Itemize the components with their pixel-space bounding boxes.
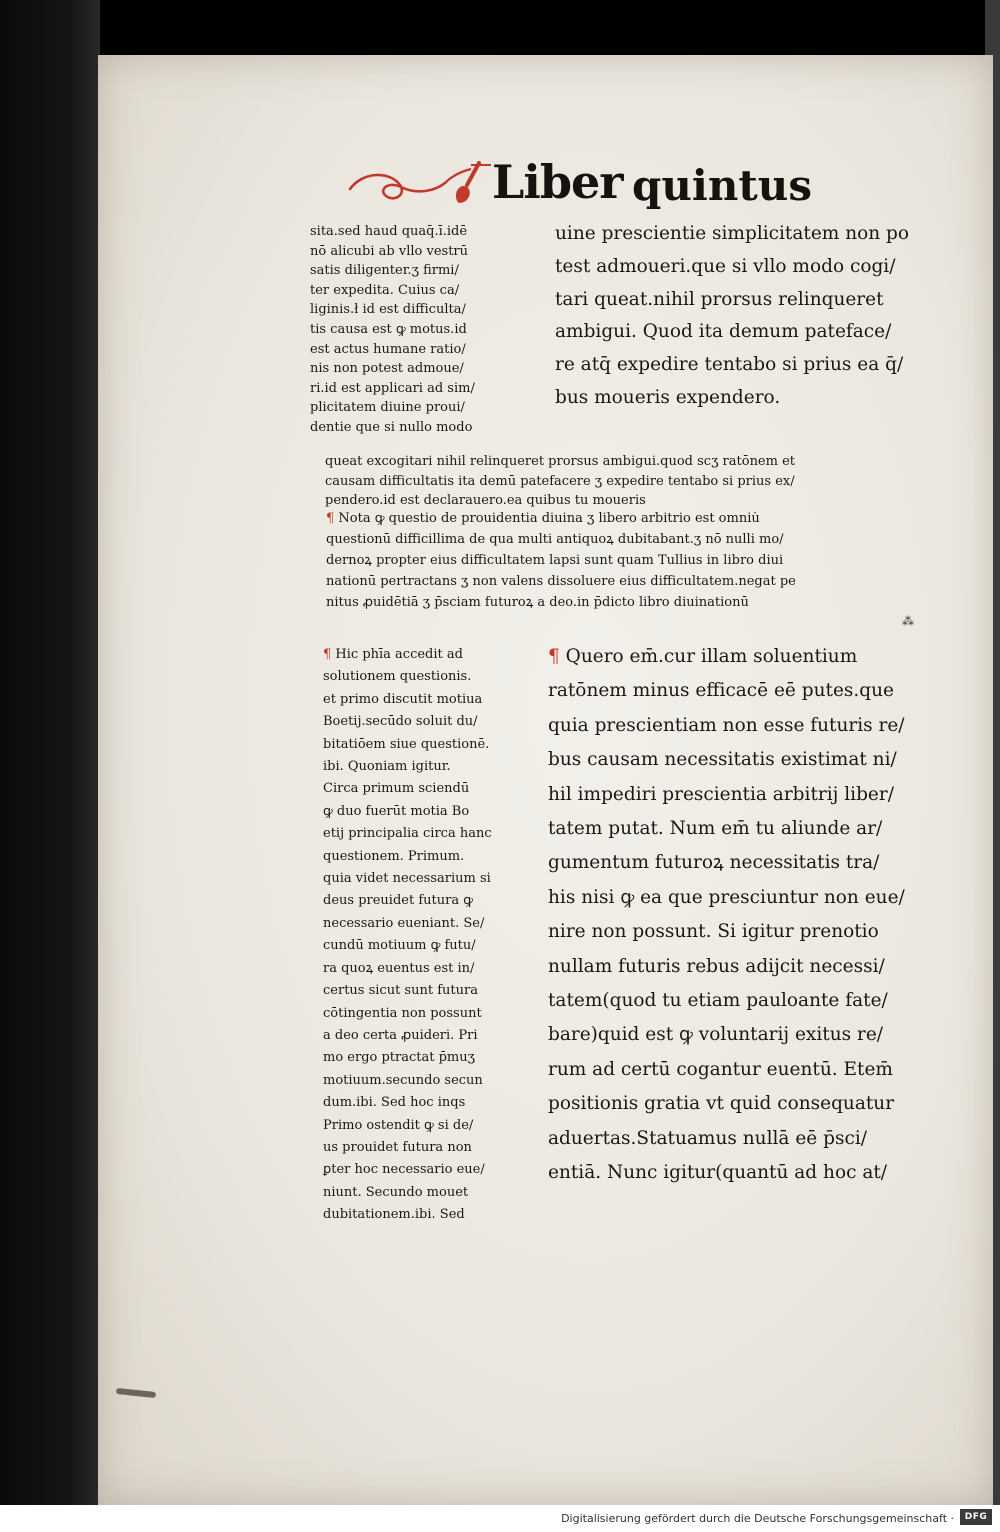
text-line: a deo certa ꝓuideri. Pri: [323, 1027, 478, 1043]
text-line: Circa primum sciendū: [323, 781, 470, 797]
text-line: cundū motiuum ꝙ futu/: [323, 938, 476, 954]
text-line: motiuum.secundo secun: [323, 1072, 483, 1088]
text-line: tatem putat. Num em̄ tu aliunde ar/: [548, 818, 883, 840]
text-line: et primo discutit motiua: [323, 691, 483, 707]
text-line: entiā. Nunc igitur(quantū ad hoc at/: [548, 1162, 888, 1184]
text-line: dentie que si nullo modo: [310, 419, 473, 435]
dfg-logo-icon: DFG: [960, 1509, 992, 1525]
text-line: causam difficultatis ita demū patefacere ʒ expedire tentabo si prius ex/: [325, 473, 795, 489]
text-line: uine prescientie simplicitatem non po: [555, 223, 910, 244]
text-line: plicitatem diuine proui/: [310, 400, 465, 416]
text-line: certus sicut sunt futura: [323, 983, 478, 999]
text-line: dubitationem.ibi. Sed: [323, 1207, 465, 1223]
text-line: questionū difficillima de qua multi antiquoꝝ dubitabant.ʒ nō nulli mo/: [326, 532, 784, 547]
text-line: queat excogitari nihil relinqueret prorsus ambigui.quod scʒ ratōnem et: [325, 454, 796, 469]
text-line: bus moueris expendero.: [555, 386, 781, 408]
pilcrow-icon: ¶: [323, 647, 332, 662]
text-line: nō alicubi ab vllo vestrū: [310, 243, 469, 259]
text-line: Primo ostendit ꝙ si de/: [323, 1117, 474, 1133]
text-line: hil impediri prescientia arbitrij liber/: [548, 783, 894, 805]
commentary-note: [326, 508, 932, 613]
text-line: tari queat.nihil prorsus relinqueret: [555, 288, 884, 310]
text-line: gumentum futuroꝝ necessitatis tra/: [548, 852, 880, 874]
text-line: sita.sed haud quaq̄.ī.idē: [310, 224, 468, 239]
page-header: [345, 155, 845, 215]
text-line: ꝑter hoc necessario eue/: [323, 1162, 485, 1178]
text-line: nire non possunt. Si igitur prenotio: [548, 921, 879, 943]
text-line: positionis gratia vt quid consequatur: [548, 1093, 895, 1115]
text-line: ter expedita. Cuius ca/: [310, 282, 460, 298]
text-line: test admoueri.que si vllo modo cogi/: [555, 255, 896, 277]
commentary-gloss-upper: [310, 222, 540, 438]
pilcrow-icon: ¶: [548, 646, 560, 667]
text-line: ambigui. Quod ita demum pateface/: [555, 321, 892, 343]
main-text-lower: [548, 640, 930, 1191]
text-line: cōtingentia non possunt: [323, 1005, 482, 1021]
text-line: nitus ꝓuidētiā ʒ p̄sciam futuroꝝ a deo.in p̄dicto libro diuinationū: [326, 595, 749, 610]
text-line: nationū pertractans ʒ non valens dissoluere eius difficultatem.negat pe: [326, 574, 796, 589]
text-line: bus causam necessitatis existimat ni/: [548, 749, 897, 771]
text-line: etij principalia circa hanc: [323, 826, 492, 842]
book-title-quintus: quintus: [632, 161, 812, 210]
text-line: rum ad certū cogantur euentū. Etem̄: [548, 1058, 893, 1080]
scan-background-left: [0, 0, 100, 1505]
text-line: quia videt necessarium si: [323, 871, 491, 887]
text-line: mo ergo ptractat p̄muʒ: [323, 1050, 475, 1066]
text-line: ꝙ duo fuerūt motia Bo: [323, 803, 470, 819]
rubric-flourish-icon: [345, 161, 495, 211]
text-line: deus preuidet futura ꝙ: [323, 893, 473, 909]
text-line: ibi. Quoniam igitur.: [323, 759, 451, 775]
text-line: his nisi ꝙ ea que presciuntur non eue/: [548, 886, 905, 908]
commentary-gloss-lower: [323, 644, 535, 1227]
text-line: ¶ Hic phīa accedit ad: [323, 647, 463, 662]
text-line: pendero.id est declarauero.ea quibus tu moueris: [325, 493, 646, 508]
text-line: dernoꝝ propter eius difficultatem lapsi sunt quam Tullius in libro diui: [326, 553, 784, 568]
text-line: nis non potest admoue/: [310, 361, 464, 377]
text-line: us prouidet futura non: [323, 1139, 472, 1155]
text-line: niunt. Secundo mouet: [323, 1184, 469, 1200]
text-line: solutionem questionis.: [323, 669, 472, 685]
text-line: liginis.ł id est difficulta/: [310, 302, 466, 318]
text-line: satis diligenter.ʒ firmi/: [310, 263, 459, 279]
text-line: bare)quid est ꝙ voluntarij exitus re/: [548, 1024, 884, 1046]
text-line: est actus humane ratio/: [310, 341, 466, 357]
commentary-gloss-wide: [325, 452, 935, 511]
book-title-liber: Liber: [492, 155, 623, 209]
pilcrow-icon: ¶: [326, 511, 335, 526]
text-line: ¶ Quero em̄.cur illam soluentium: [548, 646, 858, 667]
text-line: ra quoꝝ euentus est in/: [323, 960, 475, 976]
text-line: ratōnem minus efficacē eē putes.que: [548, 680, 894, 702]
text-line: aduertas.Statuamus nullā eē p̄sci/: [548, 1127, 867, 1149]
text-line: ri.id est applicari ad sim/: [310, 380, 475, 396]
text-line: questionem. Primum.: [323, 848, 465, 864]
text-line: nullam futuris rebus adijcit necessi/: [548, 955, 885, 977]
text-line: dum.ibi. Sed hoc inqs: [323, 1095, 466, 1111]
text-line: quia prescientiam non esse futuris re/: [548, 714, 905, 736]
line-end-mark-icon: ⁂: [902, 614, 914, 628]
funding-credit: Digitalisierung gefördert durch die Deutsche Forschungsgemeinschaft ·: [561, 1512, 954, 1525]
text-line: tis causa est ꝙ motus.id: [310, 321, 467, 337]
text-line: re atq̄ expedire tentabo si prius ea q̄/: [555, 354, 904, 376]
main-text-upper: [555, 218, 933, 415]
text-line: bitatiōem siue questionē.: [323, 736, 490, 752]
text-line: tatem(quod tu etiam pauloante fate/: [548, 990, 888, 1012]
text-line: Boetij.secūdo soluit du/: [323, 714, 478, 730]
text-line: ¶ Nota ꝙ questio de prouidentia diuina ʒ libero arbitrio est omniu̇: [326, 511, 760, 526]
text-line: necessario eueniant. Se/: [323, 915, 485, 931]
